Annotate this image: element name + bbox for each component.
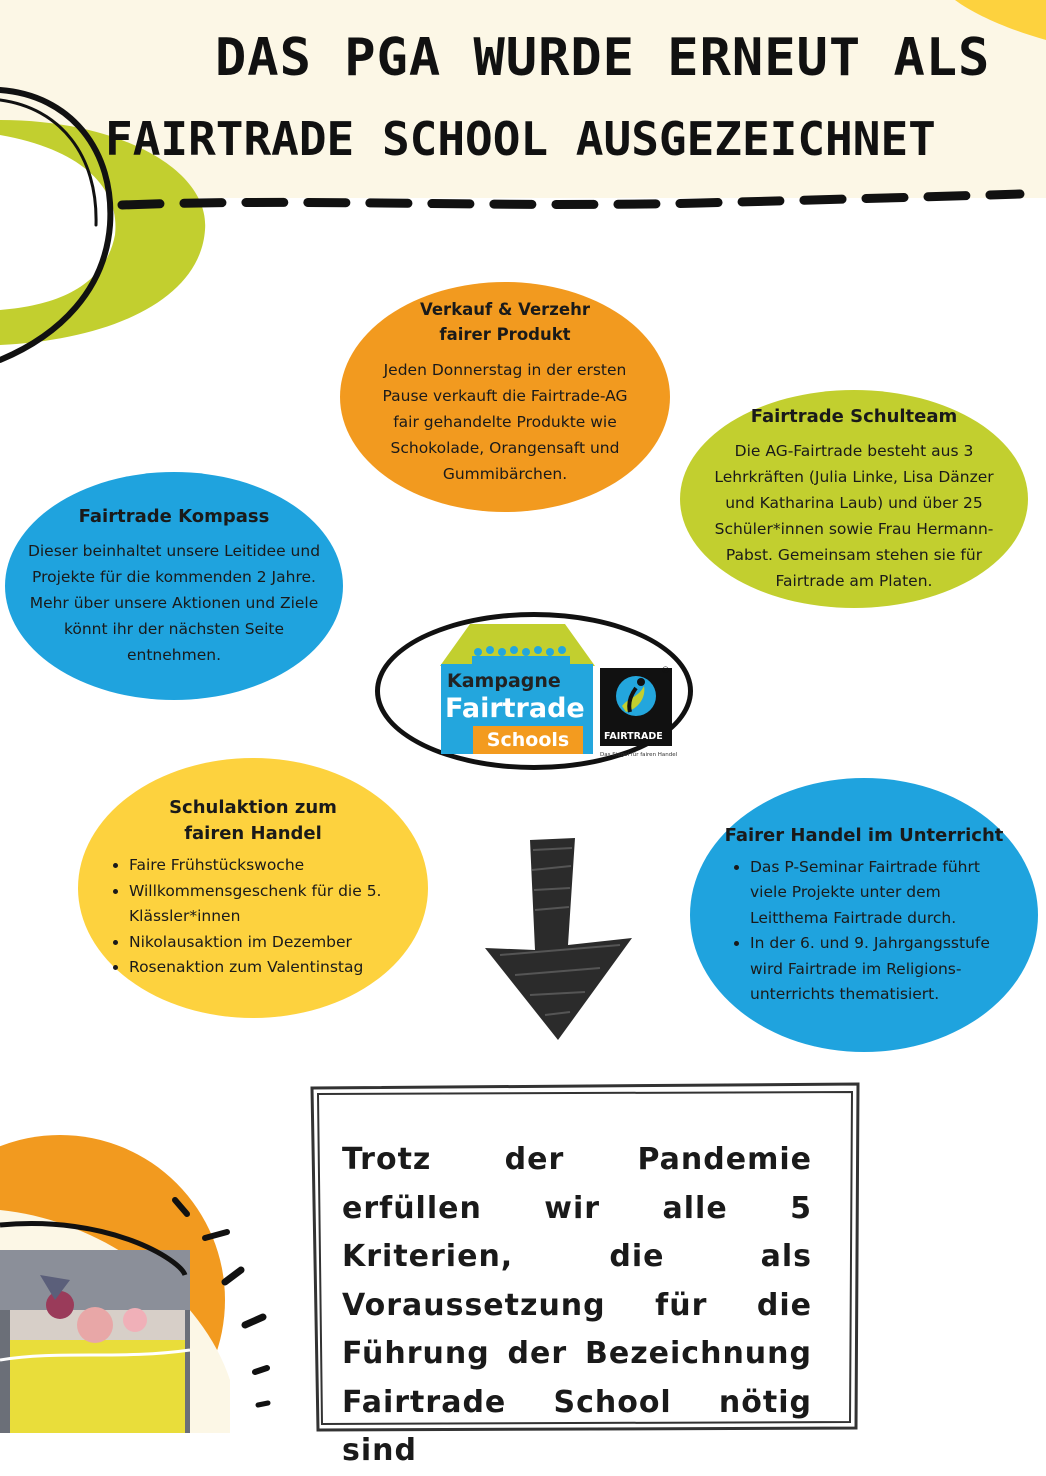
logo-schools-text: Schools	[473, 726, 583, 754]
list-item: • Faire Frühstückswoche	[129, 853, 399, 879]
page-title-line-1: DAS PGA WURDE ERNEUT ALS	[215, 28, 991, 88]
text-line: Schüler*innen sowie Frau Hermann-	[714, 520, 994, 538]
down-arrow-icon	[485, 838, 632, 1040]
text-line: Dieser beinhaltet unsere Leitidee und	[27, 542, 321, 560]
text-line: und Katharina Laub) und über 25	[725, 494, 983, 512]
bubble-kompass-text	[28, 538, 320, 668]
bubble-kompass-title: Fairtrade Kompass	[78, 506, 270, 527]
logo-fairtrade-text: Fairtrade	[445, 693, 585, 724]
text-line: Pause verkauft die Fairtrade-AG	[382, 387, 628, 405]
schulaktion-list	[107, 853, 399, 981]
criteria-statement: Trotz der Pandemie erfüllen wir alle 5 Kriterien, die als Voraussetzung für die Führung der Bezeichnung Fairtrade School nötig sind	[342, 1142, 812, 1468]
text-line: Mehr über unsere Aktionen und Ziele	[29, 594, 319, 612]
header-dashed-line	[122, 194, 1020, 205]
brush-mark	[245, 1317, 263, 1325]
text-line: Die AG-Fairtrade besteht aus 3	[734, 442, 974, 460]
list-item: • Willkommensgeschenk für die 5. Klässler*innen	[129, 879, 399, 930]
text-line: Schokolade, Orangensaft und	[390, 439, 620, 457]
bubble-verkauf-text	[382, 357, 627, 487]
fairtrade-seal-word: FAIRTRADE	[604, 731, 663, 742]
text-line: Jeden Donnerstag in der ersten	[383, 361, 627, 379]
text-line: Fairtrade am Platen.	[775, 572, 933, 590]
brush-mark	[258, 1403, 268, 1405]
text-line: Pabst. Gemeinsam stehen sie für	[725, 546, 983, 564]
list-item: • In der 6. und 9. Jahrgangsstufe wird Fairtrade im Religions-unterrichts thematisiert.	[750, 931, 1000, 1008]
bubble-unterricht	[690, 778, 1038, 1052]
fairtrade-seal-caption: Das Siegel für fairen Handel	[600, 752, 678, 758]
bubble-schulaktion-title-line: Schulaktion zum	[169, 797, 337, 819]
page-title-line-2: FAIRTRADE SCHOOL AUSGEZEICHNET	[105, 112, 936, 166]
drink-photo	[0, 1250, 190, 1433]
bubble-verkauf-title-line: Verkauf & Verzehr	[420, 300, 590, 319]
text-line: fair gehandelte Produkte wie	[393, 413, 617, 431]
list-item: • Rosenaktion zum Valentinstag	[129, 955, 399, 981]
logo-kampagne-text: Kampagne	[447, 670, 561, 692]
registered-mark: ®	[661, 666, 670, 676]
text-line: entnehmen.	[126, 646, 221, 664]
list-item: • Nikolausaktion im Dezember	[129, 930, 399, 956]
bubble-schulaktion-title-line: fairen Handel	[184, 823, 322, 845]
kampagne-roof-icon	[440, 622, 595, 666]
fairtrade-seal-icon	[600, 668, 672, 728]
bubble-schulteam-title: Fairtrade Schulteam	[750, 406, 958, 427]
text-line: könnt ihr der nächsten Seite	[63, 620, 285, 638]
brush-mark	[255, 1368, 267, 1372]
bubble-unterricht-title: Fairer Handel im Unterricht	[724, 824, 1004, 846]
unterricht-list	[728, 855, 1000, 1008]
bubble-verkauf	[340, 282, 670, 512]
bubble-schulteam-text	[714, 438, 993, 594]
bubble-schulaktion	[78, 758, 428, 1018]
bubble-verkauf-title-line: fairer Produkt	[439, 325, 571, 344]
brush-mark	[225, 1270, 241, 1282]
text-line: Projekte für die kommenden 2 Jahre.	[32, 568, 316, 586]
bubble-verkauf-title	[420, 297, 590, 347]
list-item: • Das P-Seminar Fairtrade führt viele Projekte unter dem Leitthema Fairtrade durch.	[750, 855, 1000, 932]
bubble-schulaktion-title	[169, 795, 337, 847]
text-line: Lehrkräften (Julia Linke, Lisa Dänzer	[714, 468, 994, 486]
text-line: Gummibärchen.	[442, 465, 568, 483]
bubble-kompass	[5, 472, 343, 700]
bubble-schulteam	[680, 390, 1028, 608]
